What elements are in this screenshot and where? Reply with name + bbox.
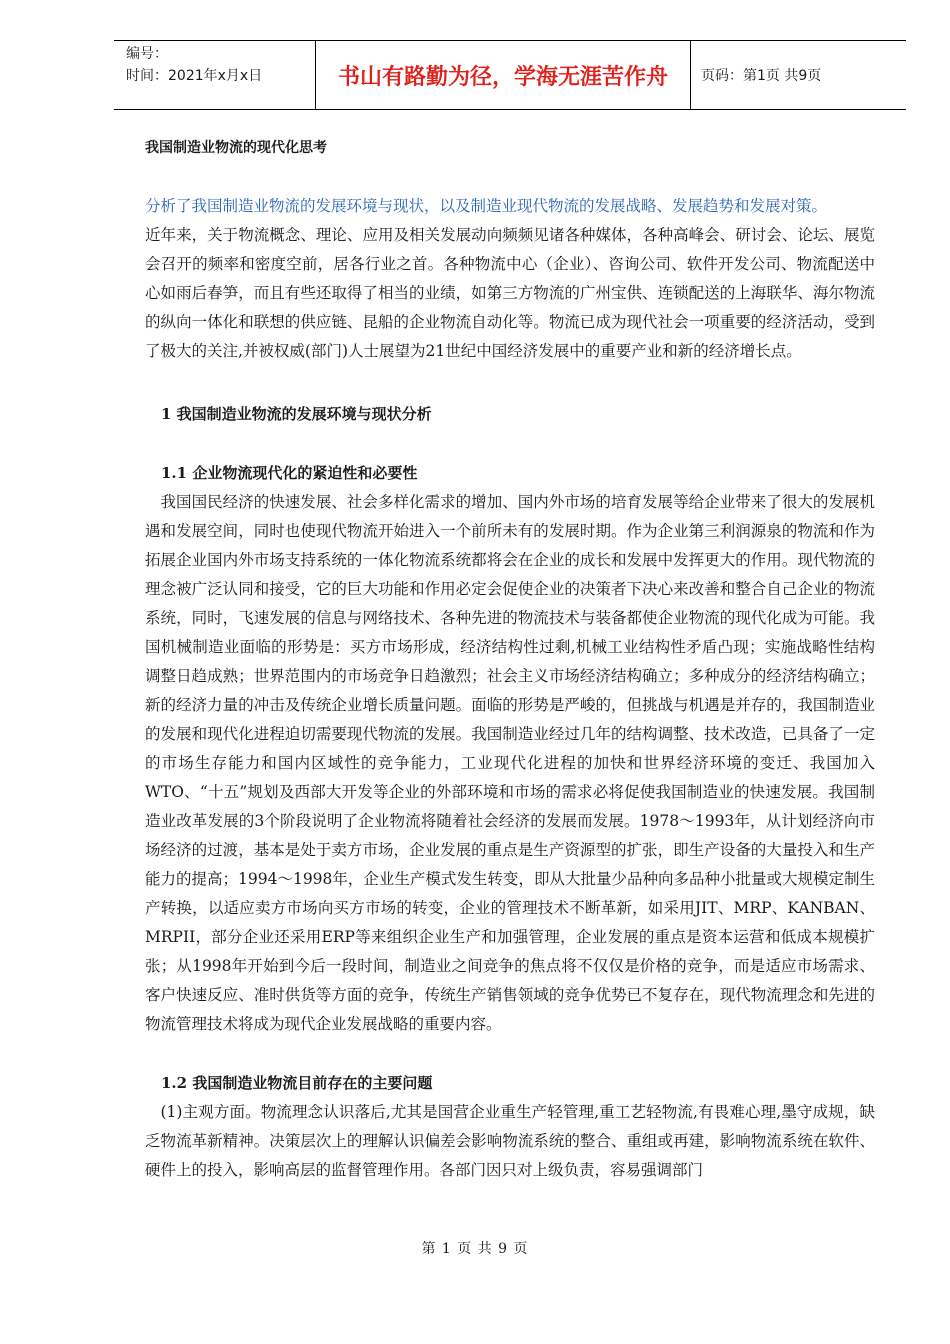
document-title: 我国制造业物流的现代化思考	[145, 140, 327, 156]
section-1-heading: 1 我国制造业物流的发展环境与现状分析	[161, 405, 432, 423]
section-1-1-heading: 1.1 企业物流现代化的紧迫性和必要性	[161, 464, 418, 482]
section-1-2-heading: 1.2 我国制造业物流目前存在的主要问题	[161, 1074, 433, 1092]
header-meta	[114, 41, 316, 109]
header-motto: 书山有路勤为径，学海无涯苦作舟	[316, 41, 691, 109]
section-1-2-paragraph: (1)主观方面。物流理念认识落后,尤其是国营企业重生产轻管理,重工艺轻物流,有畏难心理,墨守成规，缺乏物流革新精神。决策层次上的理解认识偏差会影响物流系统的整合、重组或再建，影响物流系统在软件、硬件上的投入，影响高层的监督管理作用。各部门因只对上级负责，容易强调部门	[145, 1103, 875, 1179]
document-body	[145, 128, 875, 1185]
abstract: 分析了我国制造业物流的发展环境与现状，以及制造业现代物流的发展战略、发展趋势和发展对策。	[145, 197, 828, 215]
number-label: 编号：	[126, 46, 168, 62]
section-1-1-paragraph: 我国国民经济的快速发展、社会多样化需求的增加、国内外市场的培育发展等给企业带来了很大的发展机遇和发展空间，同时也使现代物流开始进入一个前所未有的发展时期。作为企业第三利润源泉的物流和作为拓展企业国内外市场支持系统的一体化物流系统都将会在企业的成长和发展中发挥更大的作用。现代物流的理念被广泛认同和接受，它的巨大功能和作用必定会促使企业的决策者下决心来改善和整合自己企业的物流系统，同时，飞速发展的信息与网络技术、各种先进的物流技术与装备都使企业物流的现代化成为可能。我国机械制造业面临的形势是：买方市场形成，经济结构性过剩,机械工业结构性矛盾凸现；实施战略性结构调整日趋成熟；世界范围内的市场竞争日趋激烈；社会主义市场经济结构确立；多种成分的经济结构确立；新的经济力量的冲击及传统企业增长质量问题。面临的形势是严峻的，但挑战与机遇是并存的，我国制造业的发展和现代化进程迫切需要现代物流的发展。我国制造业经过几年的结构调整、技术改造，已具备了一定的市场生存能力和国内区域性的竞争能力，工业现代化进程的加快和世界经济环境的变迁、我国加入WTO、“十五”规划及西部大开发等企业的外部环境和市场的需求必将促使我国制造业的快速发展。我国制造业改革发展的3个阶段说明了企业物流将随着社会经济的发展而发展。1978～1993年，从计划经济向市场经济的过渡，基本是处于卖方市场，企业发展的重点是生产资源型的扩张，即生产设备的大量投入和生产能力的提高；1994～1998年，企业生产模式发生转变，即从大批量少品种向多品种小批量或大规模定制生产转换，以适应卖方市场向买方市场的转变，企业的管理技术不断革新，如采用JIT、MRP、KANBAN、MRPII，部分企业还采用ERP等来组织企业生产和加强管理，企业发展的重点是资本运营和低成本规模扩张；从1998年开始到今后一段时间，制造业之间竞争的焦点将不仅仅是价格的竞争，而是适应市场需求、客户快速反应、准时供货等方面的竞争，传统生产销售领域的竞争优势已不复存在，现代物流理念和先进的物流管理技术将成为现代企业发展战略的重要内容。	[145, 493, 875, 1033]
header-page-label: 页码：第1页 共9页	[701, 68, 822, 84]
intro-paragraph: 近年来，关于物流概念、理论、应用及相关发展动向频频见诸各种媒体，各种高峰会、研讨会、论坛、展览会召开的频率和密度空前，居各行业之首。各种物流中心（企业）、咨询公司、软件开发公司、物流配送中心如雨后春笋，而且有些还取得了相当的业绩，如第三方物流的广州宝供、连锁配送的上海联华、海尔物流的纵向一体化和联想的供应链、昆船的企业物流自动化等。物流已成为现代社会一项重要的经济活动，受到了极大的关注,并被权威(部门)人士展望为21世纪中国经济发展中的重要产业和新的经济增长点。	[145, 226, 875, 360]
page-footer: 第 1 页 共 9 页	[421, 1241, 529, 1257]
page-header	[114, 40, 906, 110]
time-label: 时间：2021年x月x日	[126, 68, 263, 84]
